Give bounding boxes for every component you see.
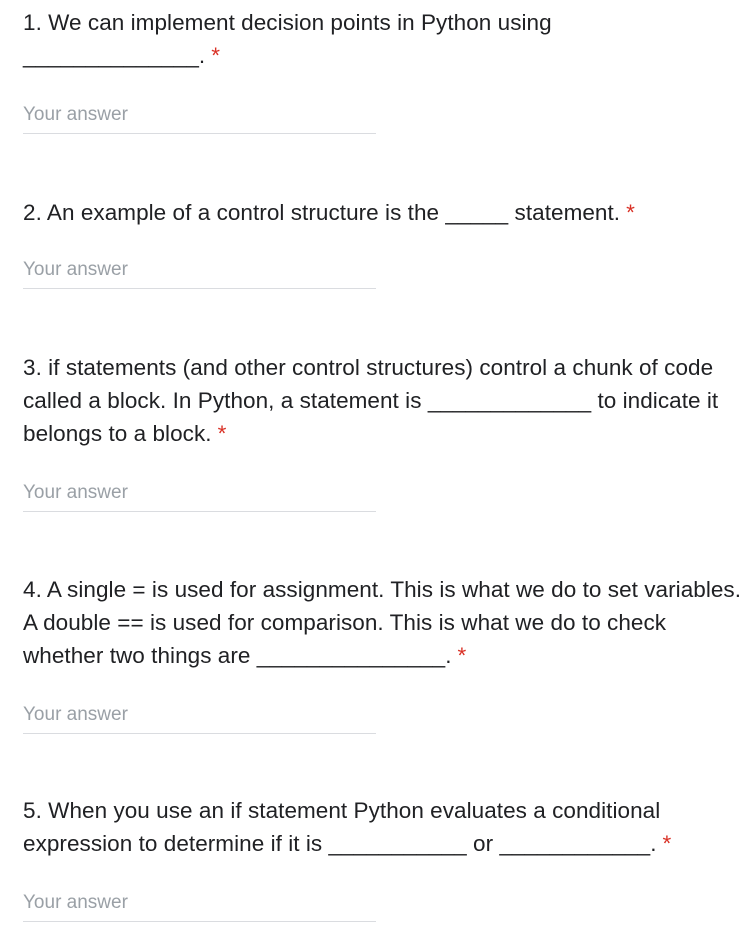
question-1 — [23, 6, 743, 134]
question-4-text: 4. A single = is used for assignment. This is what we do to set variables. A double == is used for comparison. This is what we do to check whether two things are _______________. — [23, 577, 742, 668]
required-asterisk: * — [211, 43, 221, 68]
required-asterisk: * — [217, 421, 227, 446]
question-2-title — [23, 196, 743, 229]
question-1-answer-input[interactable] — [23, 104, 376, 134]
question-4 — [23, 573, 743, 734]
required-asterisk: * — [457, 643, 467, 668]
required-asterisk: * — [662, 831, 672, 856]
question-5-title — [23, 794, 743, 860]
question-2 — [23, 196, 743, 289]
question-4-title — [23, 573, 743, 672]
question-2-text: 2. An example of a control structure is the _____ statement. — [23, 200, 621, 225]
question-3-text: 3. if statements (and other control structures) control a chunk of code called a block. In Python, a statement is _____________ to indicate it belongs to a block. — [23, 355, 719, 446]
question-2-answer-input[interactable] — [23, 259, 376, 289]
required-asterisk: * — [626, 200, 635, 225]
question-3-answer-input[interactable] — [23, 482, 376, 512]
question-1-title — [23, 6, 743, 72]
question-3 — [23, 351, 743, 512]
question-5-answer-input[interactable] — [23, 892, 376, 922]
question-5 — [23, 794, 743, 922]
question-5-text: 5. When you use an if statement Python evaluates a conditional expression to determine if it is ___________ or ____________. — [23, 798, 661, 856]
question-1-text: 1. We can implement decision points in Python using ______________. — [23, 10, 552, 68]
question-4-answer-input[interactable] — [23, 704, 376, 734]
question-3-title — [23, 351, 743, 450]
